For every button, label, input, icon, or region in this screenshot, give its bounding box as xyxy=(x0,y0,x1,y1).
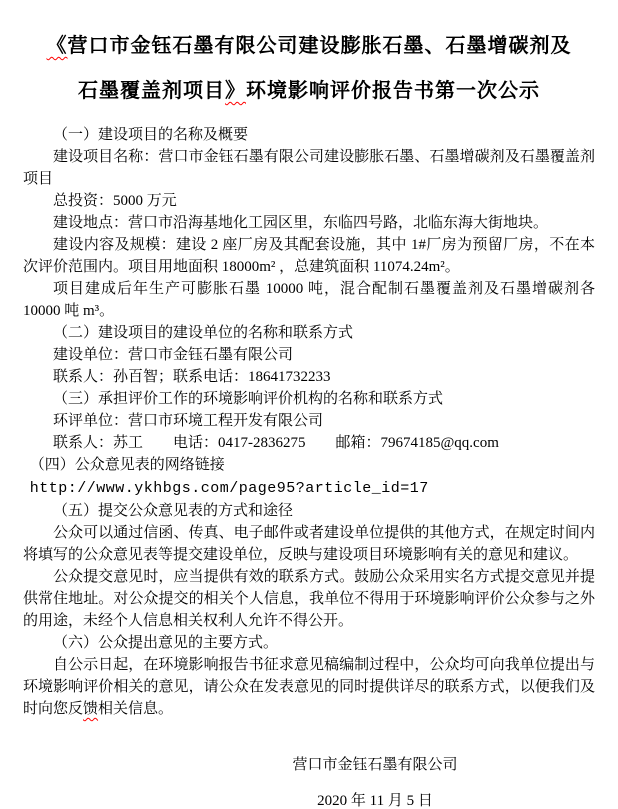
feedback-paragraph xyxy=(23,654,595,720)
document-body xyxy=(23,124,595,720)
project-name-line: 建设项目名称：营口市金钰石墨有限公司建设膨胀石墨、石墨增碳剂及石墨覆盖剂项目 xyxy=(23,149,595,187)
eia-contact-line: 联系人：苏工 电话：0417-2836275 邮箱：79674185@qq.com xyxy=(53,435,499,451)
section5-heading: （五）提交公众意见表的方式和途径 xyxy=(53,503,294,519)
title-open-quote-spellcheck: 《 xyxy=(46,35,68,57)
signature-block xyxy=(155,754,595,809)
submission-methods-paragraph: 公众可以通过信函、传真、电子邮件或者建设单位提供的其他方式，在规定时间内将填写的公众意见表等提交建设单位，反映与建设项目环境影响有关的意见和建议。 xyxy=(23,525,595,563)
investment-line: 总投资：5000 万元 xyxy=(53,193,177,209)
builder-contact-line: 联系人：孙百智；联系电话：18641732233 xyxy=(53,369,331,385)
scale-line: 建设内容及规模：建设 2 座厂房及其配套设施，其中 1#厂房为预留厂房，不在本次评价范围内。项目用地面积 18000m² ，总建筑面积 11074.24m²。 xyxy=(23,237,595,275)
location-line: 建设地点：营口市沿海基地化工园区里，东临四号路，北临东海大街地块。 xyxy=(53,215,549,231)
feedback-paragraph-pre: 自公示日起，在环境影响报告书征求意见稿编制过程中，公众均可向我单位提出与环境影响评价相关的意见，请公众在发表意见的同时提供详尽的联系方式，以便我们及时向您反 xyxy=(23,657,595,717)
title-line-2-pre: 石墨覆盖剂项目 xyxy=(78,80,225,102)
section1-heading: （一）建设项目的名称及概要 xyxy=(53,127,249,143)
title-line-2-post: 环境影响评价报告书第一次公示 xyxy=(246,80,540,102)
signature-company: 营口市金钰石墨有限公司 xyxy=(292,757,458,773)
section3-heading: （三）承担评价工作的环境影响评价机构的名称和联系方式 xyxy=(53,391,444,407)
title-line-1 xyxy=(47,35,572,57)
title-close-quote-spellcheck: 》 xyxy=(225,80,246,102)
eia-unit-line: 环评单位：营口市环境工程开发有限公司 xyxy=(53,413,324,429)
signature-date: 2020 年 11 月 5 日 xyxy=(317,793,433,809)
section2-heading: （二）建设项目的建设单位的名称和联系方式 xyxy=(53,325,354,341)
privacy-paragraph: 公众提交意见时，应当提供有效的联系方式。鼓励公众采用实名方式提交意见并提供常住地址。对公众提交的相关个人信息，我单位不得用于环境影响评价公众参与之外的用途，未经个人信息相关权利人允许不得公开。 xyxy=(23,569,595,629)
title-line-2 xyxy=(78,80,540,102)
section4-heading: （四）公众意见表的网络链接 xyxy=(29,457,225,473)
builder-line: 建设单位：营口市金钰石墨有限公司 xyxy=(53,347,294,363)
public-opinion-form-url[interactable]: http://www.ykhbgs.com/page95?article_id=17 xyxy=(29,480,429,497)
section6-heading: （六）公众提出意见的主要方式。 xyxy=(53,635,279,651)
title-line-1-text: 营口市金钰石墨有限公司建设膨胀石墨、石墨增碳剂及 xyxy=(67,35,572,57)
feedback-paragraph-post: 相关信息。 xyxy=(98,701,174,717)
capacity-line: 项目建成后年生产可膨胀石墨 10000 吨，混合配制石墨覆盖剂及石墨增碳剂各 10000 吨 m³。 xyxy=(23,281,595,319)
feedback-char-spellcheck: 馈 xyxy=(83,701,99,717)
document-title xyxy=(23,24,595,114)
